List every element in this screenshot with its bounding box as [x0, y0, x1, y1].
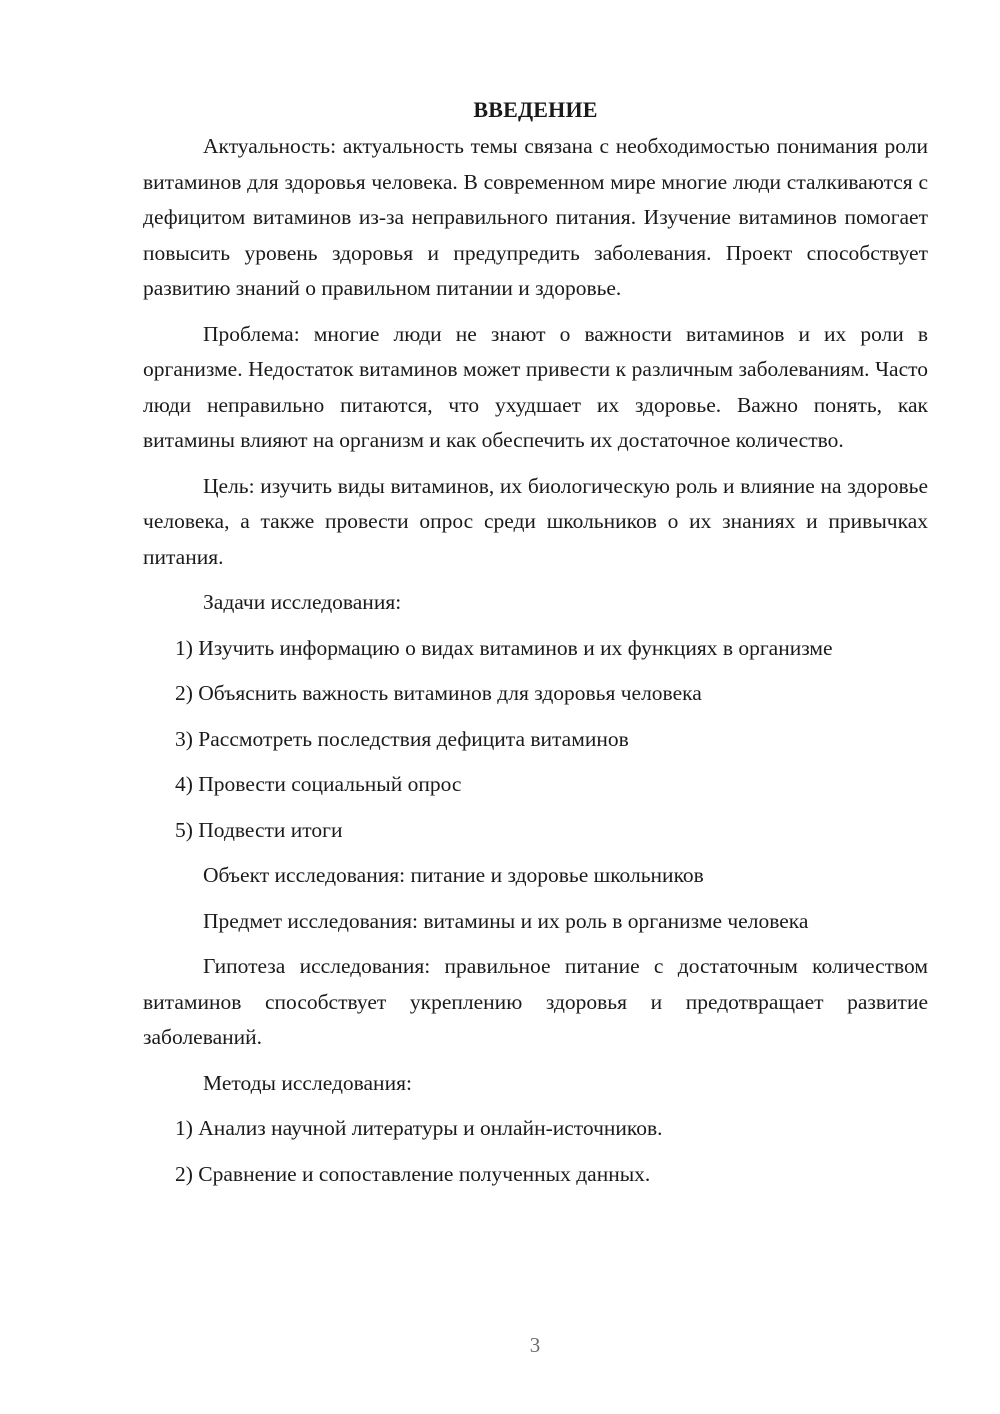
research-subject: Предмет исследования: витамины и их роль в организме человека: [203, 908, 809, 933]
task-item-3: 3) Рассмотреть последствия дефицита витаминов: [175, 726, 629, 751]
task-item-5: 5) Подвести итоги: [175, 817, 343, 842]
document-page: [143, 92, 928, 1202]
goal-paragraph: Цель: изучить виды витаминов, их биологическую роль и влияние на здоровье человека, а также провести опрос среди школьников о их знаниях и привычках питания.: [143, 473, 928, 569]
tasks-heading: Задачи исследования:: [203, 590, 402, 614]
page-number: 3: [529, 1333, 541, 1357]
research-object: Объект исследования: питание и здоровье школьников: [203, 863, 704, 887]
problem-paragraph: Проблема: многие люди не знают о важности витаминов и их роли в организме. Недостаток витаминов может привести к различным заболеваниям. Часто люди неправильно питаются, что ухудшает их здоровье. Важно понять, как витамины влияют на организм и как обеспечить их достаточное количество.: [143, 321, 928, 452]
methods-heading: Методы исследования:: [203, 1070, 412, 1095]
task-item-4: 4) Провести социальный опрос: [175, 772, 462, 796]
task-item-2: 2) Объяснить важность витаминов для здоровья человека: [175, 681, 702, 705]
task-item-1: 1) Изучить информацию о видах витаминов и их функциях в организме: [175, 635, 833, 660]
method-item-2: 2) Сравнение и сопоставление полученных данных.: [175, 1161, 651, 1186]
hypothesis-paragraph: Гипотеза исследования: правильное питание с достаточным количеством витаминов способствует укреплению здоровья и предотвращает развитие заболеваний.: [143, 954, 928, 1049]
section-title: ВВЕДЕНИЕ: [473, 97, 598, 122]
method-item-1: 1) Анализ научной литературы и онлайн-источников.: [175, 1116, 663, 1140]
relevance-paragraph: Актуальность: актуальность темы связана с необходимостью понимания роли витаминов для здоровья человека. В современном мире многие люди сталкиваются с дефицитом витаминов из-за неправильного питания. Изучение витаминов помогает повысить уровень здоровья и предупредить заболевания. Проект способствует развитию знаний о правильном питании и здоровье.: [143, 134, 928, 300]
